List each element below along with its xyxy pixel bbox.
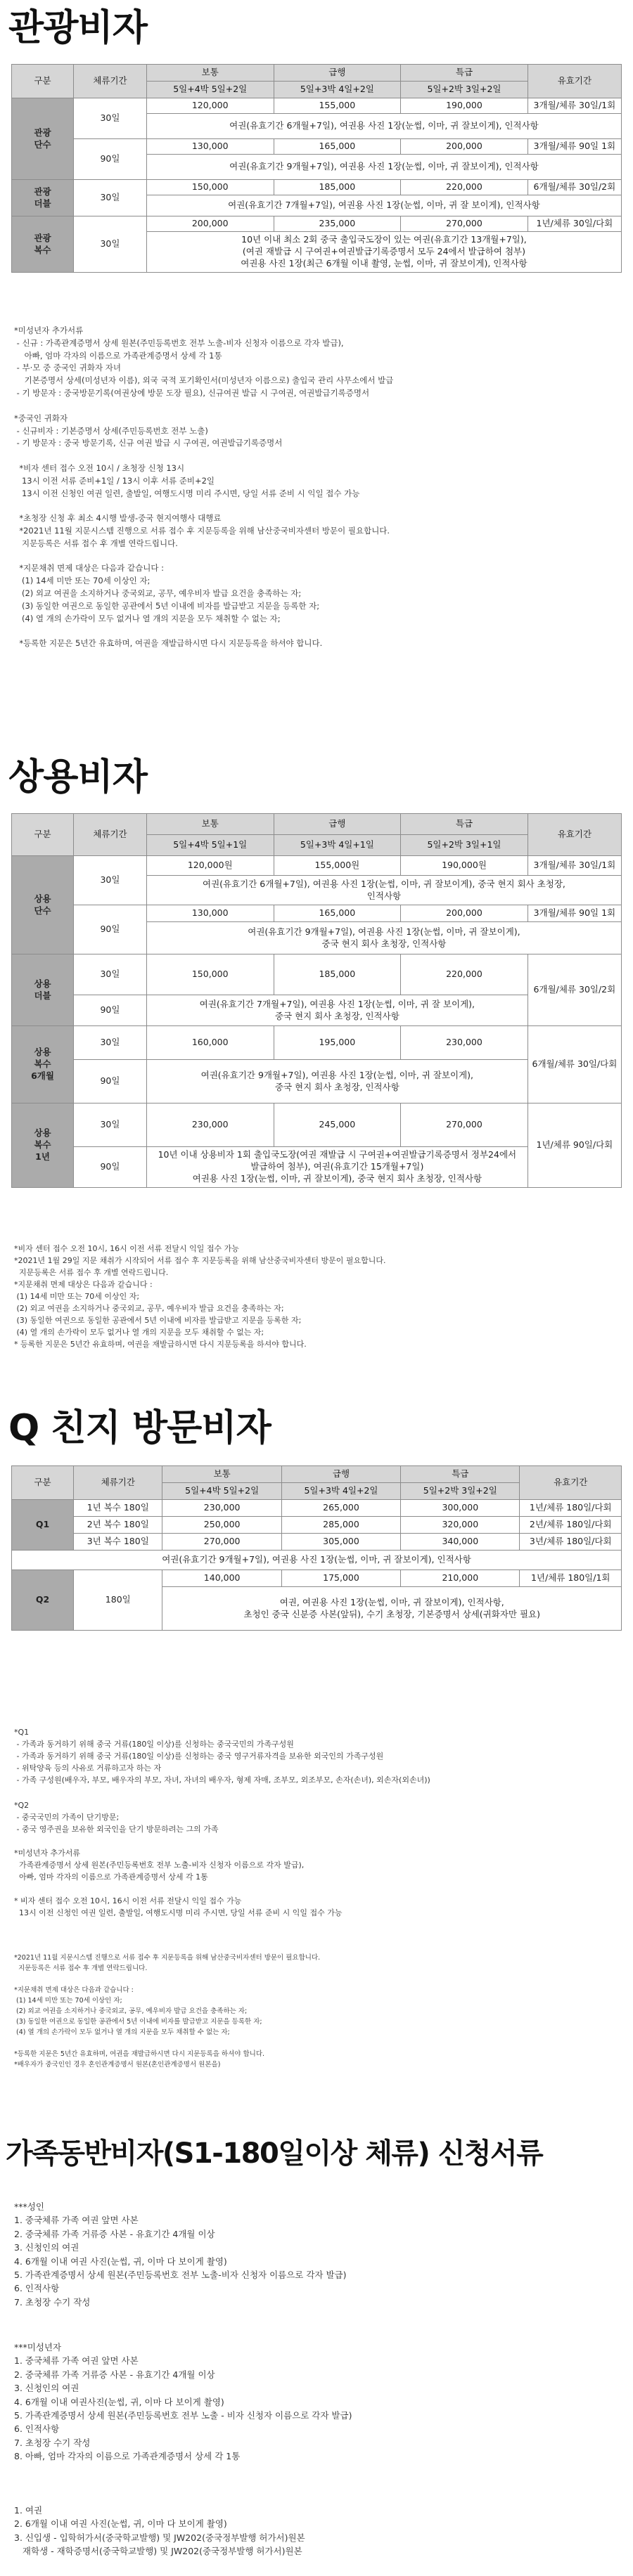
header-urgent: 급행: [274, 814, 401, 835]
price-express: 230,000: [401, 1026, 528, 1060]
period-cell: 30일: [74, 954, 147, 995]
price-express: 270,000: [401, 1103, 528, 1147]
price-express: 190,000: [401, 98, 528, 114]
period-cell: 90일: [74, 905, 147, 954]
group-business-double: 상용 더블: [12, 954, 74, 1026]
header-express: 특급: [401, 1466, 520, 1483]
price-urgent: 165,000: [274, 905, 401, 922]
period-cell: 1년 복수 180일: [74, 1500, 162, 1517]
period-cell: 2년 복수 180일: [74, 1517, 162, 1534]
validity-cell: 3년/체류 180일/다회: [520, 1534, 622, 1551]
validity-cell: 3개월/체류 90일 1회: [528, 905, 621, 922]
group-tourist-double: 관광 더블: [12, 180, 74, 216]
price-normal: 130,000: [146, 905, 274, 922]
header-normal-days: 5일+4박 5일+2일: [146, 82, 274, 98]
header-urgent-days: 5일+3박 4일+1일: [274, 835, 401, 856]
header-normal-days: 5일+4박 5일+2일: [162, 1483, 281, 1500]
period-cell: 90일: [74, 995, 147, 1026]
header-urgent-days: 5일+3박 4일+2일: [281, 1483, 400, 1500]
required-docs: 여권(유효기간 9개월+7일), 여권용 사진 1장(눈썹, 이마, 귀 잘보이게), 인적사항: [146, 155, 621, 180]
s1-minor-docs: ***미성년자 1. 중국체류 가족 여권 앞면 사본 2. 중국체류 가족 거류증 사본 - 유효기간 4개월 이상 3. 신청인의 여권 4. 6개월 이내 여권사진(눈썹, 귀, 이마 다 보이게 촬영) 5. 가족관계증명서 상세 원본(주민등록번호 전부 노출 - 비자 신청자 이름으로 각자 발급) 6. 인적사항 7. 초청장 수기 작성 8. 아빠, 엄마 각자의 이름으로 가족관계증명서 상세 각 1통: [14, 2342, 352, 2461]
period-cell: 90일: [74, 1147, 147, 1188]
s1-adult-docs: ***성인 1. 중국체류 가족 여권 앞면 사본 2. 중국체류 가족 거류증 사본 - 유효기간 4개월 이상 3. 신청인의 여권 4. 6개월 이내 여권 사진(눈썹, 귀, 이마 다 보이게 촬영) 5. 가족관계증명서 상세 원본(주민등록번호 전부 노출-비자 신청자 이름으로 각자 발급) 6. 인적사항 7. 초청장 수기 작성: [14, 2201, 347, 2308]
price-normal: 140,000: [162, 1570, 281, 1587]
header-express-days: 5일+2박 3일+2일: [401, 82, 528, 98]
price-normal: 200,000: [146, 216, 274, 232]
price-urgent: 185,000: [274, 954, 401, 995]
required-docs: 10년 이내 최소 2회 중국 출입국도장이 있는 여권(유효기간 13개월+7일), (여권 재발급 시 구여권+여권발급기록증명서 모두 24에서 발급하여 첨부) 여권용 사진 1장(최근 6개월 이내 촬영, 눈썹, 이마, 귀 잘보이게), 인적사항: [146, 232, 621, 273]
required-docs: 여권(유효기간 9개월+7일), 여권용 사진 1장(눈썹, 이마, 귀 잘보이게), 중국 현지 회사 초청장, 인적사항: [146, 922, 621, 954]
period-cell: 30일: [74, 180, 147, 216]
price-normal: 160,000: [146, 1026, 274, 1060]
price-express: 200,000: [401, 139, 528, 155]
tourist-notes: *미성년자 추가서류 - 신규 : 가족관계증명서 상세 원본(주민등록번호 전부 노출-비자 신청자 이름으로 각자 발급), 아빠, 엄마 각자의 이름으로 가족관계증명서 상세 각 1통 - 부·모 중 중국인 귀화자 자녀 기본증명서 상세(미성년자 이름), 외국 국적 포기확인서(미성년자 이름으로) 출입국 관리 사무소에서 발급 - 기 방문자 : 중국방문기록(여권상에 방문 도장 필요), 신규여권 발급 시 구여권, 여권발급기록증명서 *중국인 귀화자 - 신규비자 : 기본증명서 상세(주민등록번호 전부 노출) - 기 방문자 : 중국 방문기록, 신규 여권 발급 시 구여권, 여권발급기록증명서 *비자 센터 접수 오전 10시 / 초청장 신청 13시 13시 이전 서류 준비+1일 / 13시 이후 서류 준비+2일 13시 이전 신청인 여권 일련, 출발일, 여행도시명 미리 주시면, 당일 서류 준비 시 익일 접수 가능 *초청장 신청 후 최소 4시행 발생-중국 현지여행사 대행료 *2021년 11월 지문시스템 진행으로 서류 접수 후 지문등록을 위해 남산중국비자센터 방문이 필요합니다. 지문등록은 서류 접수 후 개별 연락드립니다. *지문채취 면제 대상은 다음과 같습니다 : (1) 14세 미만 또는 70세 이상인 자; (2) 외교 여권을 소지하거나 중국외교, 공무, 예우비자 발급 요건을 충족하는 자; (3) 동일한 여권으로 동일한 공관에서 5년 이내에 비자를 발급받고 지문을 등록한 자; (4) 열 개의 손가락이 모두 없거나 열 개의 지문을 모두 채취할 수 없는 자; *등록한 지문은 5년간 유효하며, 여권을 재발급하시면 다시 지문등록을 하셔야 합니다.: [14, 325, 394, 649]
price-normal: 270,000: [162, 1534, 281, 1551]
business-visa-table: [11, 813, 622, 1188]
price-normal: 250,000: [162, 1517, 281, 1534]
validity-cell: 1년/체류 30일/다회: [528, 216, 621, 232]
header-validity: 유효기간: [520, 1466, 622, 1500]
price-urgent: 195,000: [274, 1026, 401, 1060]
header-period: 체류기간: [74, 1466, 162, 1500]
price-normal: 150,000: [146, 954, 274, 995]
validity-cell: 3개월/체류 30일/1회: [528, 98, 621, 114]
header-period: 체류기간: [74, 814, 147, 856]
period-cell: 3년 복수 180일: [74, 1534, 162, 1551]
price-express: 340,000: [401, 1534, 520, 1551]
header-type: 구분: [12, 1466, 74, 1500]
price-urgent: 265,000: [281, 1500, 400, 1517]
header-validity: 유효기간: [528, 814, 621, 856]
price-urgent: 185,000: [274, 180, 401, 195]
period-cell: 90일: [74, 1060, 147, 1103]
header-period: 체류기간: [74, 65, 147, 98]
price-urgent: 165,000: [274, 139, 401, 155]
price-urgent: 155,000원: [274, 856, 401, 876]
period-cell: 30일: [74, 1103, 147, 1147]
price-urgent: 155,000: [274, 98, 401, 114]
required-docs: 여권(유효기간 6개월+7일), 여권용 사진 1장(눈썹, 이마, 귀 잘보이게), 중국 현지 회사 초청장, 인적사항: [146, 876, 621, 905]
q2-notes: *Q2 - 중국국민의 가족이 단기방문; - 중국 영주권을 보유한 외국인을 단기 방문하려는 그의 가족 *미성년자 추가서류 가족관계증명서 상세 원본(주민등록번호 전부 노출-비자 신청자 이름으로 각자 발급), 아빠, 엄마 각자의 이름으로 가족관계증명서 상세 각 1통 * 비자 센터 접수 오전 10시, 16시 이전 서류 전달시 익일 접수 가능 13시 이전 신청인 여권 일련, 출발일, 여행도시명 미리 주시면, 당일 서류 준비 시 익일 접수 가능: [14, 1801, 343, 1918]
validity-cell: 2년/체류 180일/다회: [520, 1517, 622, 1534]
period-cell: 30일: [74, 98, 147, 139]
group-tourist-multi: 관광 복수: [12, 216, 74, 273]
price-normal: 230,000: [146, 1103, 274, 1147]
price-urgent: 235,000: [274, 216, 401, 232]
period-cell: 90일: [74, 139, 147, 180]
header-express: 특급: [401, 814, 528, 835]
header-express: 특급: [401, 65, 528, 82]
header-express-days: 5일+2박 3일+1일: [401, 835, 528, 856]
header-validity: 유효기간: [528, 65, 621, 98]
validity-cell: 1년/체류 90일/다회: [528, 1103, 621, 1188]
required-docs: 여권(유효기간 9개월+7일), 여권용 사진 1장(눈썹, 이마, 귀 잘보이게), 인적사항: [12, 1551, 622, 1570]
family-visit-visa-title: Q 친지 방문비자: [8, 1407, 271, 1449]
required-docs: 여권(유효기간 9개월+7일), 여권용 사진 1장(눈썹, 이마, 귀 잘보이게), 중국 현지 회사 초청장, 인적사항: [146, 1060, 528, 1103]
price-express: 270,000: [401, 216, 528, 232]
validity-cell: 1년/체류 180일/1회: [520, 1570, 622, 1587]
period-cell: 180일: [74, 1570, 162, 1631]
period-cell: 30일: [74, 856, 147, 905]
tourist-visa-table: [11, 64, 622, 273]
required-docs: 여권, 여권용 사진 1장(눈썹, 이마, 귀 잘보이게), 인적사항, 초청인 중국 신분증 사본(앞뒤), 수기 초청장, 기본증명서 상세(귀화자만 필요): [162, 1587, 622, 1631]
price-normal: 120,000: [146, 98, 274, 114]
s1-visa-title: 가족동반비자(S1-180일이상 체류) 신청서류: [6, 2137, 543, 2170]
header-normal: 보통: [146, 814, 274, 835]
price-urgent: 175,000: [281, 1570, 400, 1587]
validity-cell: 1년/체류 180일/다회: [520, 1500, 622, 1517]
header-normal-days: 5일+4박 5일+1일: [146, 835, 274, 856]
validity-cell: 6개월/체류 30일/다회: [528, 1026, 621, 1103]
business-notes: *비자 센터 접수 오전 10시, 16시 이전 서류 전달시 익일 접수 가능 *2021년 1월 29일 지문 채취가 시작되어 서류 접수 후 지문등록을 위해 남산중국비자센터 방문이 필요합니다. 지문등록은 서류 접수 후 개별 연락드립니다. *지문채취 면제 대상은 다음과 같습니다 : (1) 14세 미만 또는 70세 이상인 자; (2) 외교 여권을 소지하거나 중국외교, 공무, 예우비자 발급 요건을 충족하는 자; (3) 동일한 여권으로 동일한 공관에서 5년 이내에 비자를 발급받고 지문을 등록한 자; (4) 열 개의 손가락이 모두 없거나 열 개의 지문을 모두 채취할 수 없는 자; * 등록한 지문은 5년간 유효하며, 여권을 재발급하시면 다시 지문등록을 하셔야 합니다.: [14, 1244, 386, 1350]
group-tourist-single: 관광 단수: [12, 98, 74, 180]
group-business-multi-1y: 상용 복수 1년: [12, 1103, 74, 1188]
required-docs: 여권(유효기간 7개월+7일), 여권용 사진 1장(눈썹, 이마, 귀 잘 보이게), 인적사항: [146, 195, 621, 216]
price-express: 190,000원: [401, 856, 528, 876]
required-docs: 여권(유효기간 6개월+7일), 여권용 사진 1장(눈썹, 이마, 귀 잘보이게), 인적사항: [146, 114, 621, 139]
price-express: 210,000: [401, 1570, 520, 1587]
business-visa-title: 상용비자: [8, 756, 147, 798]
header-type: 구분: [12, 814, 74, 856]
price-express: 300,000: [401, 1500, 520, 1517]
price-express: 200,000: [401, 905, 528, 922]
header-urgent-days: 5일+3박 4일+2일: [274, 82, 401, 98]
fingerprint-notes: *2021년 11월 지문시스템 진행으로 서류 접수 후 지문등록을 위해 남산중국비자센터 방문이 필요합니다. 지문등록은 서류 접수 후 개별 연락드립니다. *지문채취 면제 대상은 다음과 같습니다 : (1) 14세 미만 또는 70세 이상인 자; (2) 외교 여권을 소지하거나 중국외교, 공무, 예우비자 발급 요건을 충족하는 자; (3) 동일한 여권으로 동일한 공관에서 5년 이내에 비자를 발급받고 지문을 등록한 자; (4) 열 개의 손가락이 모두 없거나 열 개의 지문을 모두 채취할 수 없는 자; *등록한 지문은 5년간 유효하며, 여권을 재발급하시면 다시 지문등록을 하셔야 합니다. *배우자가 중국인인 경우 혼인관계증명서 원본(혼인관계증명서 원본을): [14, 1954, 321, 2069]
header-normal: 보통: [162, 1466, 281, 1483]
q1-notes: *Q1 - 가족과 동거하기 위해 중국 거류(180일 이상)를 신청하는 중국국민의 가족구성원 - 가족과 동거하기 위해 중국 거류(180일 이상)를 신청하는 중국 영구거류자격을 보유한 외국인의 가족구성원 - 위탁양육 등의 사유로 거류하고자 하는 자 - 가족 구성원(배우자, 부모, 배우자의 부모, 자녀, 자녀의 배우자, 형제 자매, 조부모, 외조부모, 손자(손녀), 외손자(외손녀)): [14, 1728, 430, 1785]
group-q2: Q2: [12, 1570, 74, 1631]
validity-cell: 3개월/체류 90일 1회: [528, 139, 621, 155]
group-business-multi-6m: 상용 복수 6개월: [12, 1026, 74, 1103]
price-express: 320,000: [401, 1517, 520, 1534]
header-express-days: 5일+2박 3일+2일: [401, 1483, 520, 1500]
group-business-single: 상용 단수: [12, 856, 74, 954]
validity-cell: 3개월/체류 30일/1회: [528, 856, 621, 876]
price-normal: 230,000: [162, 1500, 281, 1517]
header-normal: 보통: [146, 65, 274, 82]
price-express: 220,000: [401, 954, 528, 995]
tourist-visa-title: 관광비자: [8, 7, 147, 49]
student-docs: 1. 여권 2. 6개월 이내 여권 사진(눈썹, 귀, 이마 다 보이게 촬영) 3. 신입생 - 입학허가서(중국학교발행) 및 JW202(중국정부발행 허가서)원본 재학생 - 재학증명서(중국학교발행) 및 JW202(중국정부발행 허가서)원본: [14, 2505, 305, 2557]
price-urgent: 305,000: [281, 1534, 400, 1551]
group-q1: Q1: [12, 1500, 74, 1551]
validity-cell: 6개월/체류 30일/2회: [528, 180, 621, 195]
family-visit-visa-table: [11, 1465, 622, 1631]
price-normal: 130,000: [146, 139, 274, 155]
price-urgent: 285,000: [281, 1517, 400, 1534]
price-normal: 150,000: [146, 180, 274, 195]
validity-cell: 6개월/체류 30일/2회: [528, 954, 621, 1026]
header-urgent: 급행: [281, 1466, 400, 1483]
required-docs: 10년 이내 상용비자 1회 출입국도장(여권 재발급 시 구여권+여권발급기록증명서 정부24에서 발급하여 첨부), 여권(유효기간 15개월+7일) 여권용 사진 1장(눈썹, 이마, 귀 잘보이게), 중국 현지 회사 초청장, 인적사항: [146, 1147, 528, 1188]
price-normal: 120,000원: [146, 856, 274, 876]
price-express: 220,000: [401, 180, 528, 195]
header-type: 구분: [12, 65, 74, 98]
period-cell: 30일: [74, 1026, 147, 1060]
period-cell: 30일: [74, 216, 147, 273]
required-docs: 여권(유효기간 7개월+7일), 여권용 사진 1장(눈썹, 이마, 귀 잘 보이게), 중국 현지 회사 초청장, 인적사항: [146, 995, 528, 1026]
header-urgent: 급행: [274, 65, 401, 82]
price-urgent: 245,000: [274, 1103, 401, 1147]
